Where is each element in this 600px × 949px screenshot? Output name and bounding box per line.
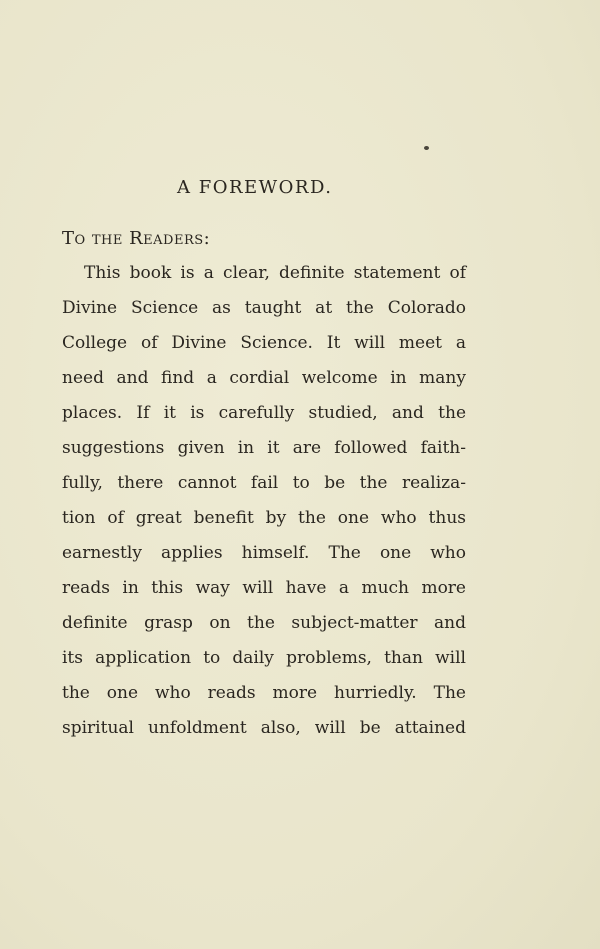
text-line: This book is a clear, definite statement of xyxy=(84,263,466,283)
text-line: spiritual unfoldment also, will be attained xyxy=(62,718,466,738)
text-line: earnestly applies himself. The one who xyxy=(62,543,466,563)
text-line: the one who reads more hurriedly. The xyxy=(62,683,466,703)
salutation: To the Readers: xyxy=(62,228,211,249)
text-line: need and find a cordial welcome in many xyxy=(62,368,466,388)
text-line: tion of great benefit by the one who thus xyxy=(62,508,466,528)
ink-speck xyxy=(424,146,429,150)
foreword-paragraph xyxy=(62,261,466,751)
text-line: definite grasp on the subject-matter and xyxy=(62,613,466,633)
text-line: College of Divine Science. It will meet a xyxy=(62,333,466,353)
text-line: suggestions given in it are followed faith- xyxy=(62,438,466,458)
text-line: fully, there cannot fail to be the realiza- xyxy=(62,473,466,493)
text-line: its application to daily problems, than will xyxy=(62,648,466,668)
text-line: Divine Science as taught at the Colorado xyxy=(62,298,466,318)
text-line: reads in this way will have a much more xyxy=(62,578,466,598)
page-title: A FOREWORD. xyxy=(177,177,333,198)
text-line: places. If it is carefully studied, and the xyxy=(62,403,466,423)
